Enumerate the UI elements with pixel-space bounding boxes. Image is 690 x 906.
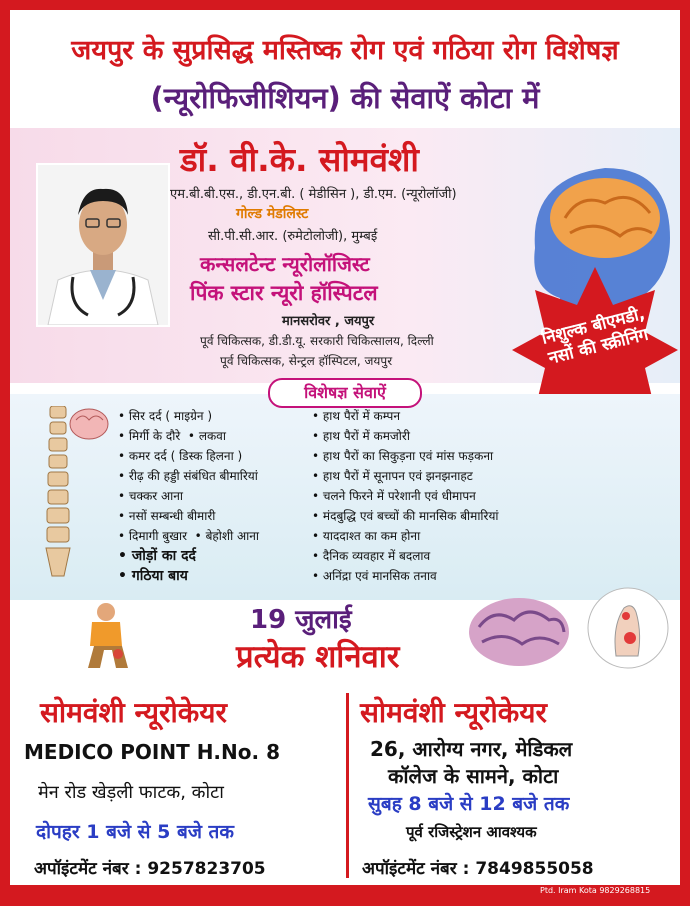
list-item: • जोड़ों का दर्द (118, 548, 196, 564)
service-label: गठिया बाय (131, 568, 188, 584)
clinic-right-address-1: 26, आरोग्य नगर, मेडिकल (370, 737, 573, 761)
list-item: • दैनिक व्यवहार में बदलाव (312, 549, 431, 563)
service-label: चक्कर आना (128, 489, 184, 503)
back-pain-icon (586, 586, 670, 670)
free-screening-text: निशुल्क बीएमडी, नसों की स्क्रीनिंग (539, 303, 651, 369)
list-item: • हाथ पैरों में कम्पन (312, 409, 401, 423)
brain-illustration (464, 592, 574, 672)
list-item: • हाथ पैरों में सूनापन एवं झनझनाहट (312, 469, 473, 483)
service-label: हाथ पैरों में कमजोरी (322, 429, 410, 443)
service-label: नसों सम्बन्धी बीमारी (128, 509, 216, 523)
knee-pain-man-icon (78, 600, 138, 670)
header-line-2: (न्यूरोफिजीशियन) की सेवाऐं कोटा में (150, 81, 540, 115)
clinic-right-name: सोमवंशी न्यूरोकेयर (360, 696, 547, 729)
service-label: मंदबुद्धि एवं बच्चों की मानसिक बीमारियां (322, 509, 499, 523)
date-line-1: 19 जुलाई (250, 605, 352, 635)
services-heading: विशेषज्ञ सेवाऐं (268, 378, 422, 408)
service-label: लकवा (198, 429, 226, 443)
clinic-left-name: सोमवंशी न्यूरोकेयर (40, 696, 227, 729)
doctor-photo (36, 163, 170, 327)
list-item: • हाथ पैरों का सिकुड़ना एवं मांस फड़कना (312, 449, 494, 463)
service-label: चलने फिरने में परेशानी एवं धीमापन (322, 489, 476, 503)
clinic-right-time: सुबह 8 बजे से 12 बजे तक (368, 793, 570, 815)
list-item: • कमर दर्द ( डिस्क हिलना ) (118, 449, 243, 463)
doctor-name: डॉ. वी.के. सोमवंशी (180, 140, 419, 179)
services-list-left (118, 406, 259, 586)
service-label: मिर्गी के दौरे (128, 429, 181, 443)
list-item: • मिर्गी के दौरे • लकवा (118, 429, 226, 443)
clinic-right-address-2: कॉलेज के सामने, कोटा (388, 764, 559, 788)
list-item: • चक्कर आना (118, 489, 184, 503)
clinic-left-address-2: मेन रोड खेड़ली फाटक, कोटा (38, 782, 224, 803)
doctor-consultant: कन्सलटेन्ट न्यूरोलॉजिस्ट (200, 252, 370, 276)
service-label: बेहोशी आना (205, 529, 260, 543)
services-list-right (312, 406, 499, 586)
list-item: • चलने फिरने में परेशानी एवं धीमापन (312, 489, 476, 503)
service-label: हाथ पैरों का सिकुड़ना एवं मांस फड़कना (322, 449, 494, 463)
list-item: • मंदबुद्धि एवं बच्चों की मानसिक बीमारियां (312, 509, 499, 523)
list-item: • अनिंद्रा एवं मानसिक तनाव (312, 569, 437, 583)
service-label: दिमागी बुखार (128, 529, 188, 543)
clinic-divider (346, 693, 349, 878)
service-label: दैनिक व्यवहार में बदलाव (322, 549, 431, 563)
service-label: जोड़ों का दर्द (131, 548, 196, 564)
doctor-degree: एम.बी.बी.एस., डी.एन.बी. ( मेडीसिन ), डी.एम. (न्यूरोलॉजी) (170, 187, 457, 202)
doctor-past-2: पूर्व चिकित्सक, सेन्ट्रल हॉस्पिटल, जयपुर (220, 354, 393, 368)
date-line-2: प्रत्येक शनिवार (236, 639, 400, 675)
poster-body (10, 10, 680, 885)
list-item: • नसों सम्बन्धी बीमारी (118, 509, 216, 523)
service-label: अनिंद्रा एवं मानसिक तनाव (322, 569, 437, 583)
service-label: रीढ़ की हड्डी संबंधित बीमारियां (128, 469, 258, 483)
service-label: याददाश्त का कम होना (322, 529, 421, 543)
clinic-left-address-1: MEDICO POINT H.No. 8 (24, 740, 280, 764)
list-item: • रीढ़ की हड्डी संबंधित बीमारियां (118, 469, 258, 483)
list-item: • दिमागी बुखार • बेहोशी आना (118, 529, 260, 543)
list-item: • याददाश्त का कम होना (312, 529, 421, 543)
clinic-right-note: पूर्व रजिस्ट्रेशन आवश्यक (406, 823, 537, 841)
doctor-hospital: पिंक स्टार न्यूरो हॉस्पिटल (190, 281, 378, 305)
list-item: • हाथ पैरों में कमजोरी (312, 429, 410, 443)
brain-icon (68, 406, 110, 442)
service-label: सिर दर्द ( माइग्रेन ) (128, 409, 213, 423)
header-line-1: जयपुर के सुप्रसिद्ध मस्तिष्क रोग एवं गठिया रोग विशेषज्ञ (71, 35, 619, 66)
clinic-left-phone: अपॉइंटमेंट नंबर : 9257823705 (34, 859, 266, 879)
service-label: कमर दर्द ( डिस्क हिलना ) (128, 449, 243, 463)
clinic-right-phone: अपॉइंटमेंट नंबर : 7849855058 (362, 859, 594, 879)
doctor-past-1: पूर्व चिकित्सक, डी.डी.यू. सरकारी चिकित्सालय, दिल्ली (200, 334, 434, 348)
clinic-left-time: दोपहर 1 बजे से 5 बजे तक (36, 821, 234, 843)
list-item: • गठिया बाय (118, 568, 188, 584)
doctor-medal: गोल्ड मेडलिस्ट (236, 206, 309, 222)
list-item: • सिर दर्द ( माइग्रेन ) (118, 409, 213, 423)
printer-credit: Ptd. Iram Kota 9829268815 (540, 886, 651, 895)
doctor-cpcr: सी.पी.सी.आर. (रुमेटोलोजी), मुम्बई (208, 229, 378, 244)
service-label: हाथ पैरों में कम्पन (322, 409, 401, 423)
service-label: हाथ पैरों में सूनापन एवं झनझनाहट (322, 469, 473, 483)
doctor-location: मानसरोवर , जयपुर (282, 314, 375, 329)
